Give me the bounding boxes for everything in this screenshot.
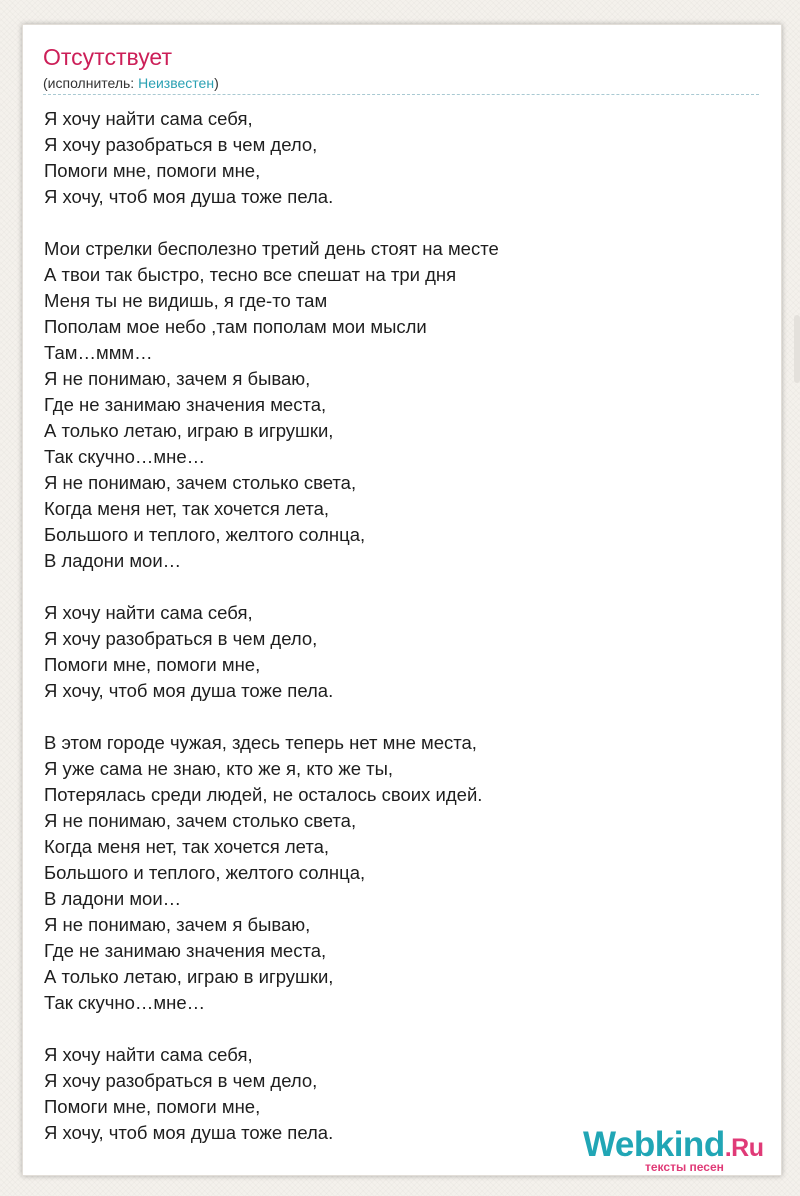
lyric-line: В ладони мои… — [44, 550, 182, 571]
lyric-line: Я хочу, чтоб моя душа тоже пела. — [44, 186, 334, 207]
webkind-logo[interactable] — [583, 1125, 779, 1173]
artist-prefix: (исполнитель: — [43, 75, 139, 91]
lyric-line: Я не понимаю, зачем я бываю, — [44, 368, 311, 389]
lyric-line: Помоги мне, помоги мне, — [44, 160, 261, 181]
lyric-line: Я хочу разобраться в чем дело, — [44, 134, 318, 155]
lyric-line: Большого и теплого, желтого солнца, — [44, 524, 366, 545]
lyric-line: В этом городе чужая, здесь теперь нет мне места, — [44, 732, 477, 753]
lyric-line: Когда меня нет, так хочется лета, — [44, 498, 330, 519]
lyric-line: Я хочу, чтоб моя душа тоже пела. — [44, 1122, 334, 1143]
lyric-line: А только летаю, играю в игрушки, — [44, 420, 334, 441]
artist-link[interactable]: Неизвестен — [138, 75, 215, 91]
lyrics-stanza — [44, 600, 744, 704]
artist-suffix: ) — [214, 75, 219, 91]
lyric-line: Я хочу найти сама себя, — [44, 1044, 253, 1065]
lyric-line: Я хочу найти сама себя, — [44, 602, 253, 623]
lyrics-card — [22, 24, 782, 1176]
lyric-line: Так скучно…мне… — [44, 992, 206, 1013]
lyric-line: А твои так быстро, тесно все спешат на три дня — [44, 264, 457, 285]
lyric-line: Я уже сама не знаю, кто же я, кто же ты, — [44, 758, 394, 779]
lyric-line: Где не занимаю значения места, — [44, 940, 327, 961]
lyric-line: Меня ты не видишь, я где-то там — [44, 290, 328, 311]
lyric-line: Помоги мне, помоги мне, — [44, 654, 261, 675]
lyric-line: Я не понимаю, зачем я бываю, — [44, 914, 311, 935]
lyric-line: А только летаю, играю в игрушки, — [44, 966, 334, 987]
lyric-line: Я хочу разобраться в чем дело, — [44, 1070, 318, 1091]
lyric-line: Где не занимаю значения места, — [44, 394, 327, 415]
lyric-line: Я хочу найти сама себя, — [44, 108, 253, 129]
lyric-line: Когда меня нет, так хочется лета, — [44, 836, 330, 857]
scrollbar-thumb[interactable] — [794, 315, 800, 383]
lyric-line: Там…ммм… — [44, 342, 153, 363]
title-divider — [43, 94, 759, 95]
song-title: Отсутствует — [43, 44, 172, 70]
lyric-line: Так скучно…мне… — [44, 446, 206, 467]
lyrics-stanza — [44, 730, 744, 1016]
lyrics-stanza — [44, 106, 744, 210]
lyric-line: В ладони мои… — [44, 888, 182, 909]
logo-tld-text: .Ru — [724, 1134, 764, 1162]
lyric-line: Я не понимаю, зачем столько света, — [44, 810, 357, 831]
lyric-line: Пополам мое небо ,там пополам мои мысли — [44, 316, 427, 337]
lyric-line: Я хочу, чтоб моя душа тоже пела. — [44, 680, 334, 701]
lyric-line: Помоги мне, помоги мне, — [44, 1096, 261, 1117]
lyric-line: Мои стрелки бесполезно третий день стоят на месте — [44, 238, 499, 259]
lyrics-stanza — [44, 236, 744, 574]
lyric-line: Большого и теплого, желтого солнца, — [44, 862, 366, 883]
lyric-line: Потерялась среди людей, не осталось своих идей. — [44, 784, 483, 805]
logo-tagline: тексты песен — [645, 1160, 724, 1174]
artist-line — [43, 74, 219, 92]
logo-main-text: Webkind — [583, 1125, 725, 1164]
lyric-line: Я хочу разобраться в чем дело, — [44, 628, 318, 649]
lyrics-text — [44, 106, 744, 1172]
lyric-line: Я не понимаю, зачем столько света, — [44, 472, 357, 493]
